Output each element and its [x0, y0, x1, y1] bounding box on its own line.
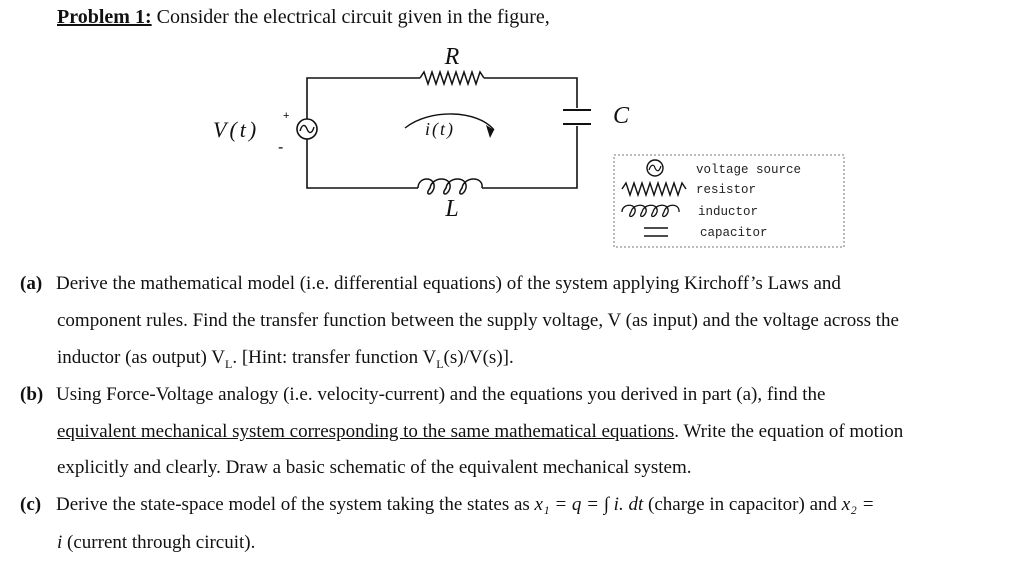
current-arrowhead: [486, 125, 494, 138]
problem-intro: Consider the electrical circuit given in the figure,: [151, 6, 550, 28]
legend-label-voltage-source: voltage source: [696, 163, 802, 177]
part-c-key: (c): [20, 494, 42, 515]
part-c-pre: Derive the state-space model of the system taking the states as: [56, 494, 535, 515]
part-b-text1: Using Force-Voltage analogy (i.e. velocity-current) and the equations you derived in part (a), find the: [56, 384, 826, 405]
source-plus: +: [283, 110, 290, 122]
part-a-line3-mid: . [Hint: transfer function V: [232, 347, 437, 368]
part-a-line3-sub: L: [225, 356, 233, 371]
capacitor-label: C: [613, 103, 630, 129]
part-c-math1: x₁ = q = ∫ i. dt: [534, 494, 644, 515]
part-b-underlined: equivalent mechanical system corresponding to the same mathematical equations: [57, 421, 675, 442]
legend-label-inductor: inductor: [698, 205, 759, 219]
capacitor-icon: [563, 110, 591, 124]
part-b-line3: explicitly and clearly. Draw a basic schematic of the equivalent mechanical system.: [57, 457, 692, 478]
circuit-diagram: [0, 0, 1024, 260]
part-c-mid: (charge in capacitor) and: [643, 494, 842, 515]
inductor-label: L: [445, 196, 459, 222]
resistor-icon: [420, 72, 484, 84]
inductor-icon: [418, 179, 482, 194]
part-c-line2: [57, 532, 255, 554]
legend-label-resistor: resistor: [696, 183, 757, 197]
voltage-source-icon: [297, 119, 317, 139]
legend-label-capacitor: capacitor: [700, 226, 768, 240]
part-c-math2: x₂ =: [841, 494, 875, 515]
problem-label: Problem 1:: [57, 6, 152, 28]
current-label: i(t): [425, 119, 455, 139]
part-a-line3-pre: inductor (as output) V: [57, 347, 225, 368]
part-a-line1: [20, 273, 841, 295]
source-minus: -: [278, 139, 284, 156]
part-c-line2-rest: (current through circuit).: [62, 532, 256, 553]
part-b-line2: [57, 421, 903, 443]
legend-capacitor-icon: [644, 228, 668, 236]
part-a-key: (a): [20, 273, 43, 294]
resistor-label: R: [444, 44, 460, 70]
legend-inductor-icon: [622, 205, 679, 216]
part-a-text1: Derive the mathematical model (i.e. differential equations) of the system applying Kirchoff’s Laws and: [56, 273, 841, 294]
legend-voltage-source-icon: [647, 160, 663, 176]
part-c-line1: [20, 494, 874, 516]
part-a-line3: [57, 347, 514, 372]
part-a-line3-sub2: L: [436, 356, 444, 371]
part-b-key: (b): [20, 384, 44, 405]
part-a-line2: component rules. Find the transfer function between the supply voltage, V (as input) and the voltage across the: [57, 310, 899, 331]
part-b-line2-rest: . Write the equation of motion: [674, 421, 904, 442]
part-c-math3: i: [57, 532, 63, 553]
part-b-line1: [20, 384, 825, 406]
part-a-line3-post: (s)/V(s)].: [443, 347, 514, 368]
source-label: V(t): [213, 117, 260, 142]
legend-resistor-icon: [622, 183, 686, 195]
